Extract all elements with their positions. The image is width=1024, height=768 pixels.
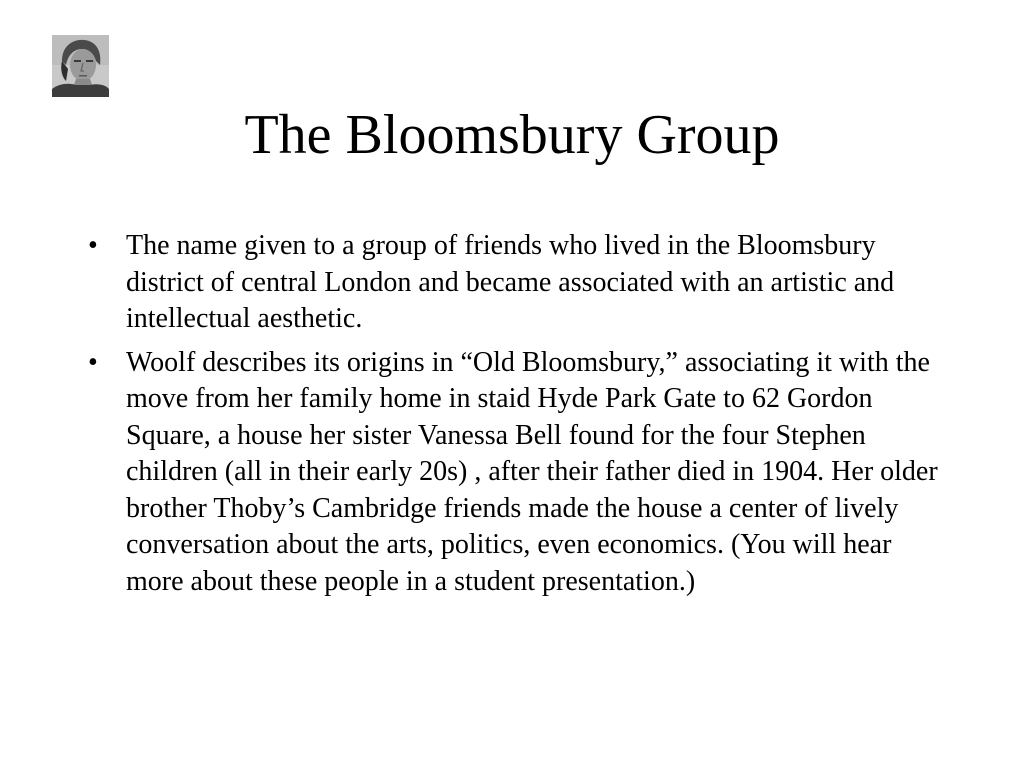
bullet-item [86, 345, 946, 601]
bullet-symbol: • [88, 346, 98, 378]
bullet-text: Woolf describes its origins in “Old Bloomsbury,” associating it with the move from her family home in staid Hyde Park Gate to 62 Gordon Square, a house her sister Vanessa Bell found for the four Stephen children (all in their early 20s) , after their father died in 1904. Her older brother Thoby’s Cambridge friends made the house a center of lively conversation about the arts, politics, even economics. (You will hear more about these people in a student presentation.) [126, 346, 938, 597]
bullet-list [86, 228, 946, 607]
bullet-item [86, 228, 946, 338]
portrait-image [52, 35, 109, 97]
portrait-photo [52, 35, 109, 97]
bullet-symbol: • [88, 230, 98, 261]
slide-title: The Bloomsbury Group [244, 104, 780, 166]
bullet-text: The name given to a group of friends who lived in the Bloomsbury district of central London and became associated with an artistic and intellectual aesthetic. [126, 230, 895, 334]
